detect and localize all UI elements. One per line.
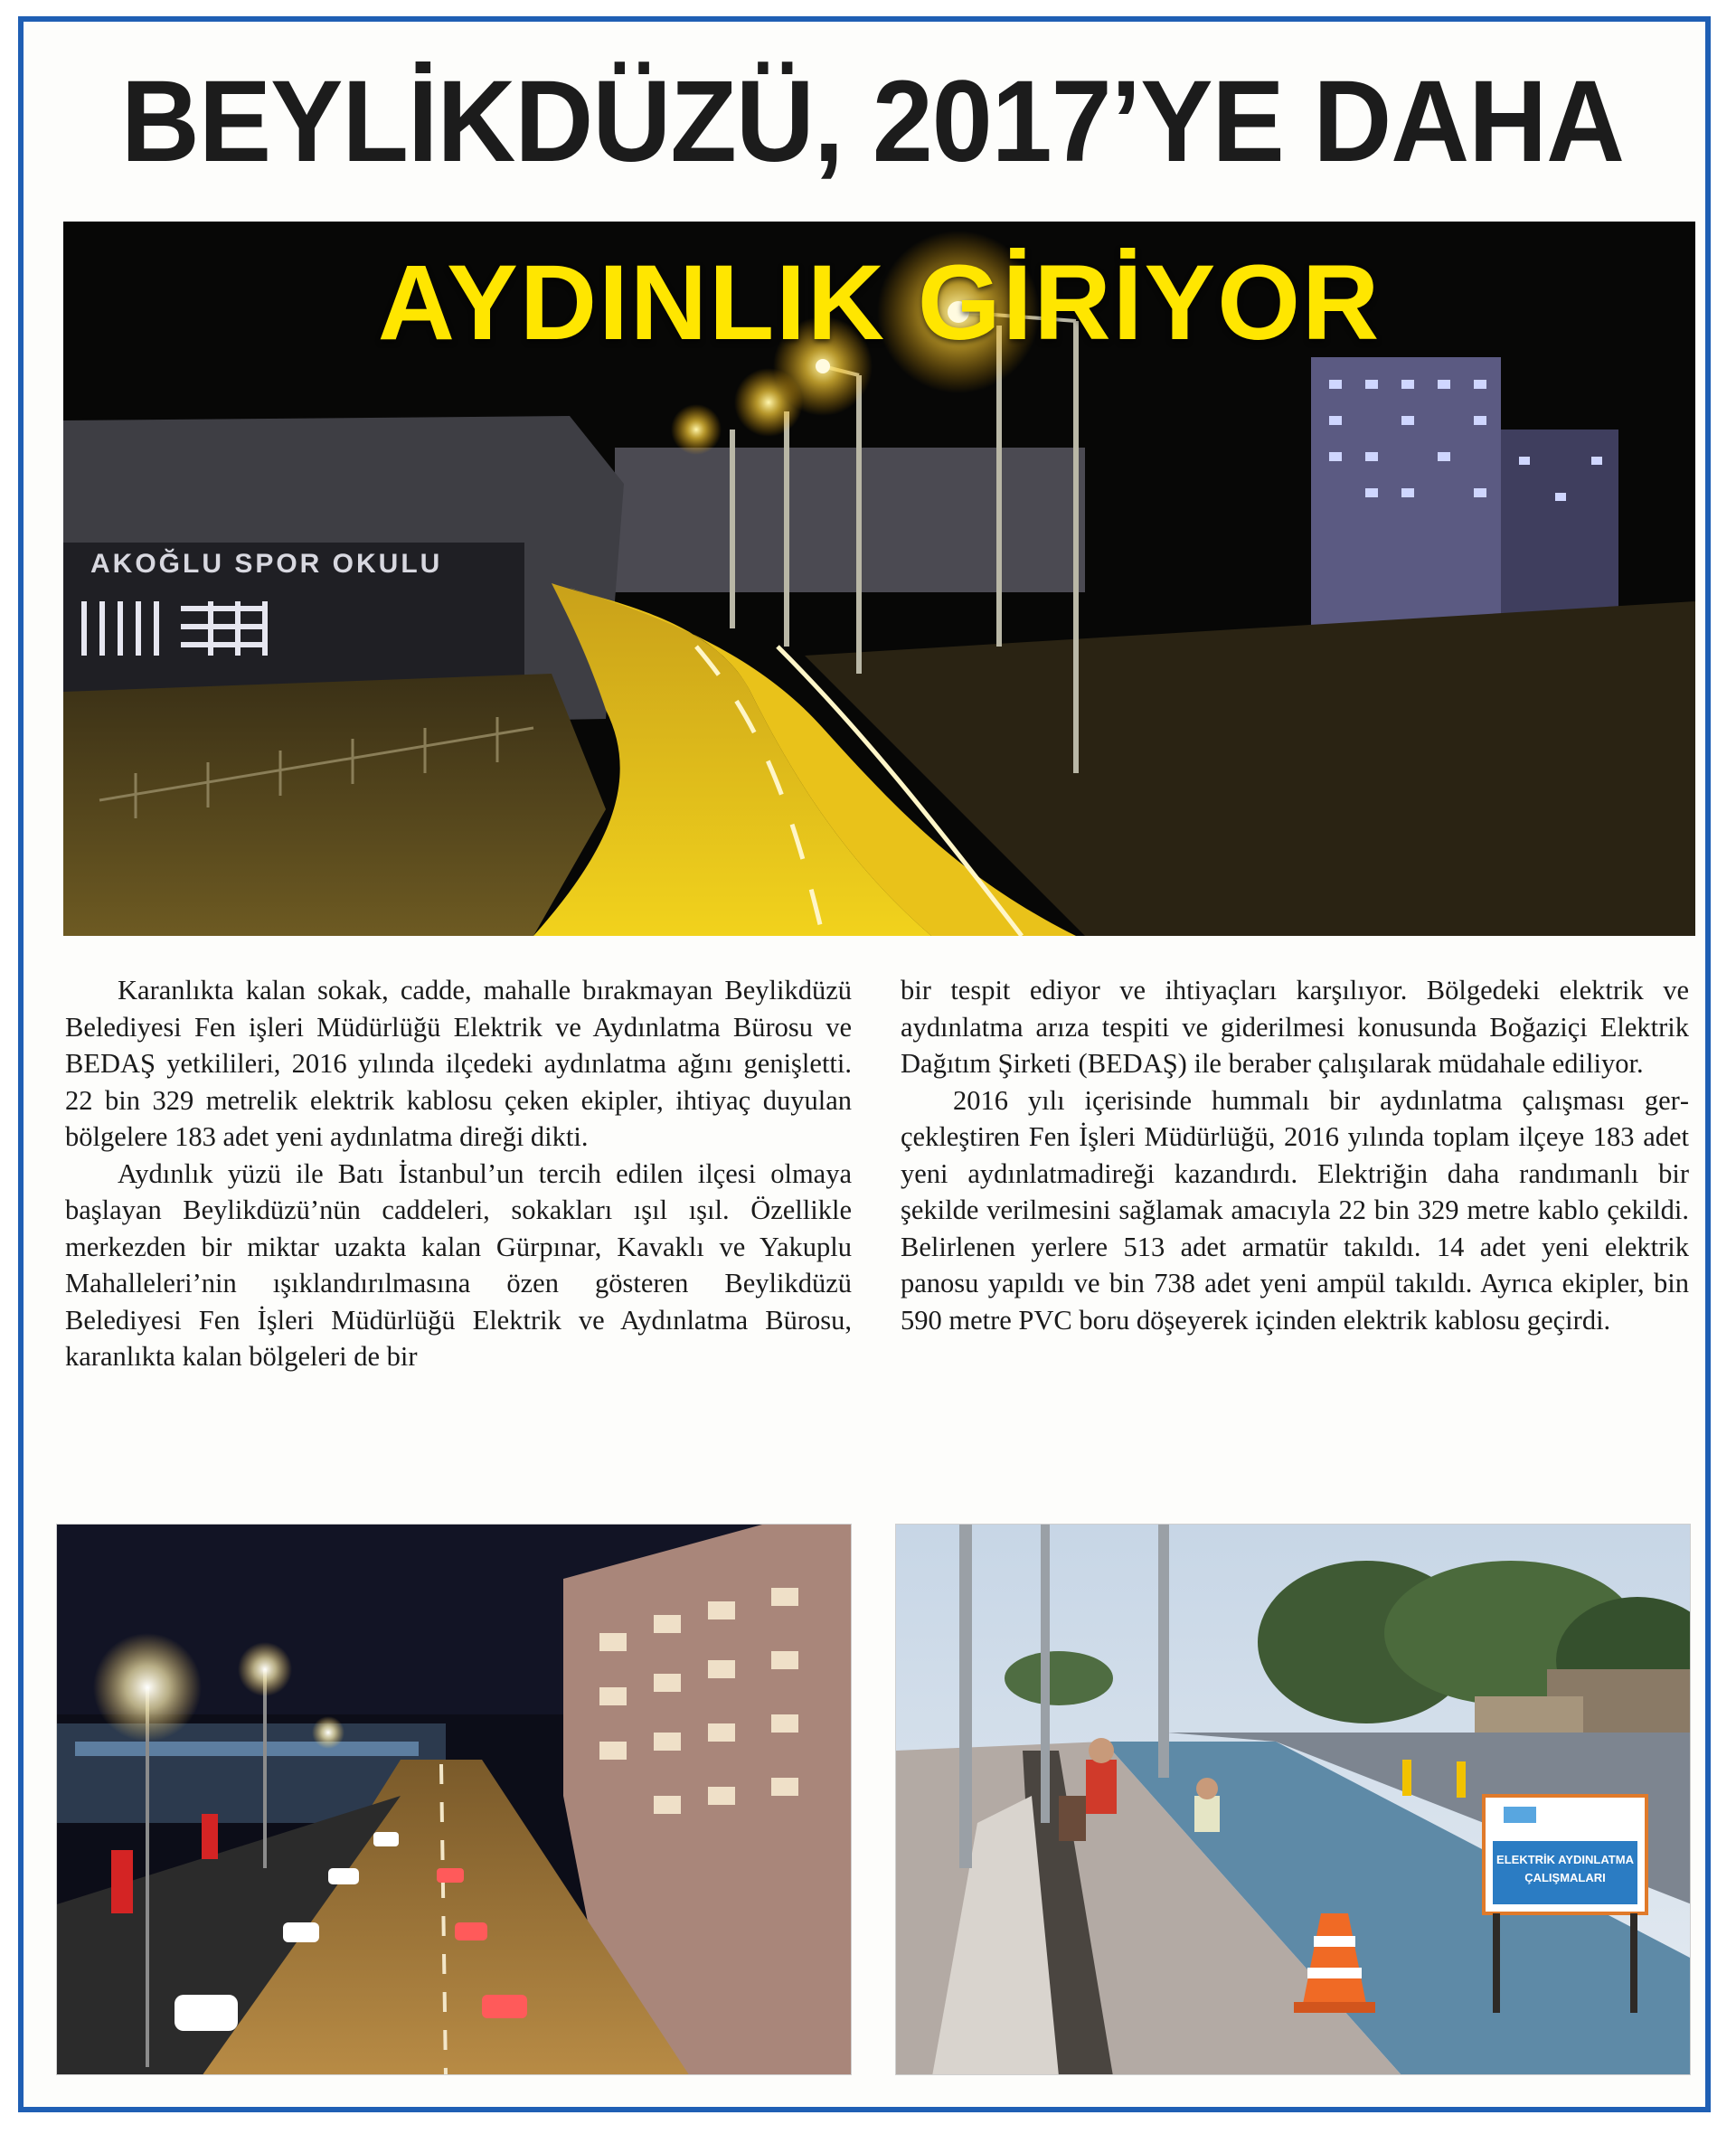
paragraph: Karanlıkta kalan sokak, cadde, mahalle bırakmayan Beylikdüzü Belediyesi Fen işleri Müdürlüğü Elektrik ve Aydınlatma Bürosu ve BEDAŞ yetkilileri, 2016 yılında ilçedeki aydınlatma ağını genişletti. 22 bin 329 metrelik elektrik kablosu çeken ekipler, ihtiyaç duyulan bölgelere 183 adet yeni aydınlatma direği dikti. (65, 975, 852, 1152)
photo-night-avenue (56, 1524, 852, 2075)
paragraph: bir tespit ediyor ve ihtiyaçları karşılıyor. Bölgedeki elektrik ve aydınlatma arıza tespiti ve giderilmesi konusunda Boğaziçi Elektrik Dağıtım Şirketi (BEDAŞ) ile beraber çalışılarak müdahale ediliyor. (901, 975, 1689, 1079)
paragraph: 2016 yılı içerisinde hummalı bir aydınlatma çalışması gerçekleştiren Fen İşleri Müdürlüğü, 2016 yılında toplam ilçeye 183 adet yeni aydınlatmadireği kazandırdı. Elektriğin daha randımanlı bir şekilde verilmesini sağlamak amacıyla 22 bin 329 metre kablo çekildi. Belirlenen yerlere 513 adet armatür takıldı. 14 adet yeni elektrik panosu yapıldı ve bin 738 adet yeni ampül takıldı. Ayrıca ekipler, bin 590 metre PVC boru döşeyerek içinden elektrik kablosu geçirdi. (901, 1084, 1689, 1336)
roadworks-illustration (896, 1525, 1691, 2075)
headline: BEYLİKDÜZÜ, 2017’YE DAHA (120, 57, 1625, 186)
hero-photo (63, 222, 1695, 936)
sign-line-2: ÇALIŞMALARI (1524, 1871, 1606, 1884)
paragraph: Aydınlık yüzü ile Batı İstanbul’un tercih edilen ilçesi olmaya başlayan Beylikdüzü’nün caddeleri, sokakları ışıl ışıl. Özellikle merkezden bir miktar uzakta kalan Gürpınar, Kavaklı ve Yakuplu Mahalleleri’nin ışıklandırılmasına özen gösteren Beylikdüzü Belediyesi Fen İşleri Müdürlüğü Elektrik ve Aydınlatma Bürosu, karanlıkta kalan bölgeleri de bir (65, 1157, 852, 1372)
photo-roadworks (895, 1524, 1691, 2075)
article-column-right (901, 972, 1689, 1483)
night-avenue-illustration (57, 1525, 852, 2075)
article-column-left (65, 972, 852, 1483)
hero-title: AYDINLIK GİRİYOR (377, 243, 1382, 363)
sign-line-1: ELEKTRİK AYDINLATMA (1496, 1853, 1634, 1866)
hero-signage: AKOĞLU SPOR OKULU (90, 549, 443, 579)
